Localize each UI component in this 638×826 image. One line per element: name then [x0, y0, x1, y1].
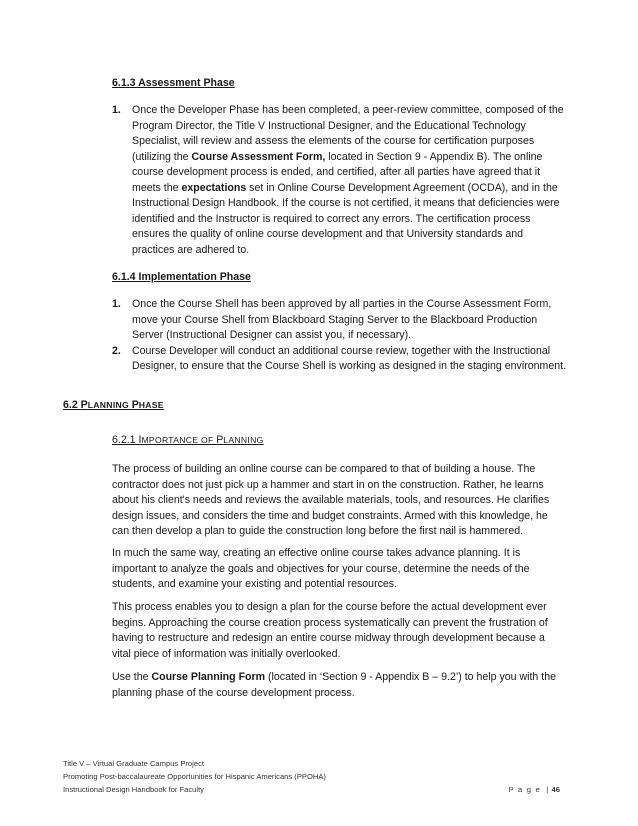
list-number: 1.: [112, 298, 121, 310]
list-item: [112, 344, 568, 375]
footer-line-3: Instructional Design Handbook for Faculty: [63, 785, 204, 794]
paragraph: This process enables you to design a plan for the course before the actual development ever begins. Approaching the course creation process systematically can prevent the frustration of having to restructure and redesign an entire course midway through development because a vital piece of information was initially overlooked.: [112, 601, 548, 660]
list-text: set in Online Course Development Agreement (OCDA), and in the Instructional Design Handbook. If the course is not certified, it means that deficiencies were identified and the Instructor is required to correct any errors. The certification process ensures the quality of online course development and that University standards and practices are adhered to.: [132, 181, 560, 256]
footer-line-2: Promoting Post-baccalaureate Opportunities for Hispanic Americans (PPOHA): [63, 772, 326, 781]
list-item: [112, 103, 568, 258]
list-text: Once the Course Shell has been approved by all parties in the Course Assessment Form, move your Course Shell from Blackboard Staging Server to the Blackboard Production Server (Instructional Designer can assist you, if necessary).: [132, 298, 552, 341]
heading-implementation-phase: 6.1.4 Implementation Phase: [112, 271, 251, 283]
heading-importance-of-planning: 6.2.1 IMPORTANCE OF PLANNING: [112, 434, 264, 446]
list-text: Course Developer will conduct an additional course review, together with the Instructional Designer, to ensure that the Course Shell is working as designed in the staging environment.: [132, 344, 567, 372]
bold-term: Course Planning Form: [151, 671, 266, 683]
bold-term: Course Assessment Form,: [191, 150, 326, 163]
list-item: [112, 297, 568, 344]
heading-planning-phase: 6.2 PLANNING PHASE: [63, 399, 164, 411]
page-number: 46: [551, 785, 560, 794]
list-number: 2.: [112, 344, 121, 357]
paragraph: The process of building an online course can be compared to that of building a house. The contractor does not just pick up a hammer and start in on the construction. Rather, he learns about his client's needs and reviews the available materials, tools, and resources. He clarifies design issues, and considers the time and budget constraints. Armed with this knowledge, he can then develop a plan to guide the construction long before the first nail is hammered.: [112, 463, 550, 537]
paragraph: Use the Course Planning Form (located in ‘Section 9 - Appendix B – 9.2’) to help you with the planning phase of the course development process.: [112, 671, 556, 699]
heading-assessment-phase: 6.1.3 Assessment Phase: [112, 77, 235, 89]
page-number-block: [509, 785, 560, 794]
bold-term: expectations: [181, 181, 247, 194]
footer-line-1: Title V – Virtual Graduate Campus Project: [63, 759, 204, 768]
list-text: located in Section 9 - Appendix B). The online course development process is ended, and certified, after all parties have agreed that it meets the: [132, 150, 543, 194]
page-label: P a g e: [508, 785, 541, 794]
assessment-list: [112, 103, 568, 258]
implementation-list: [112, 297, 568, 375]
list-text: Once the Developer Phase has been completed, a peer-review committee, composed of the Program Director, the Title V Instructional Designer, and the Educational Technology Specialist, will review and assess the elements of the course for certification purposes (utilizing the: [132, 104, 564, 163]
paragraph: In much the same way, creating an effective online course takes advance planning. It is important to analyze the goals and objectives for your course, determine the needs of the students, and examine your existing and potential resources.: [112, 547, 530, 590]
page-separator: |: [546, 785, 549, 794]
list-number: 1.: [112, 104, 121, 116]
